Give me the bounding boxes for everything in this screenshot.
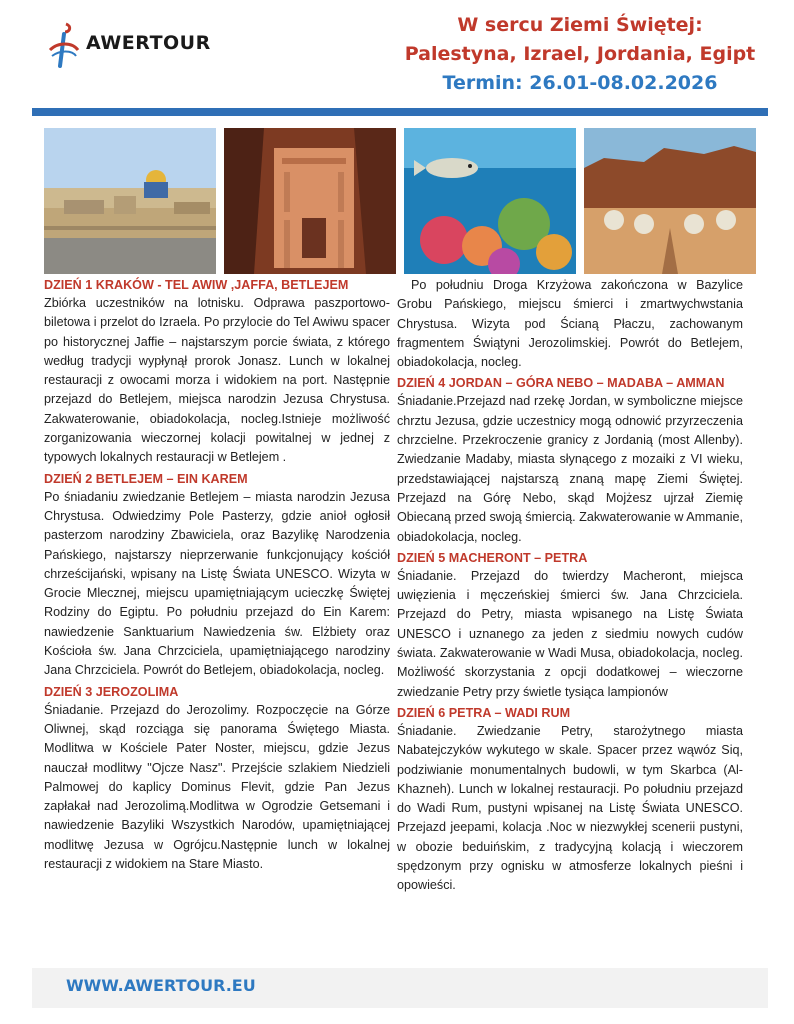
day-4-title: DZIEŃ 4 JORDAN – GÓRA NEBO – MADABA – AMMAN (397, 376, 725, 391)
wadi-rum-camp-photo (584, 128, 756, 274)
footer-url-link[interactable]: WWW.AWERTOUR.EU (66, 976, 256, 995)
logo-icon (44, 20, 86, 72)
page-title: W sercu Ziemi Świętej: (457, 14, 703, 36)
day-4-text: Śniadanie.Przejazd nad rzekę Jordan, w symboliczne miejsce chrztu Jezusa, gdzie uczestnicy mogą odnowić przyrzeczenia chrzcielne. Przekroczenie granicy z Jordanią (most Allenby). Zwiedzanie Madaby, miasta słynącego z mozaiki z VI wieku, przedstawiającej najstarszą znaną mapę Ziemi Świętej. Przejazd na Górę Nebo, skąd Mojżesz ujrzał Ziemię Obiecaną przed swoją śmiercią. Zakwaterowanie w Ammanie, obiadokolacja, nocleg. (397, 394, 743, 544)
brand-name: AWERTOUR (86, 32, 211, 54)
day-3-text: Śniadanie. Przejazd do Jerozolimy. Rozpoczęcie na Górze Oliwnej, skąd rozciąga się panorama Świętego Miasta. Modlitwa w Kościele Pater Noster, miejscu, gdzie Jezus nauczał modlitwy "Ojcze Nasz". Przejście szlakiem Niedzieli Palmowej do kaplicy Dominus Flevit, gdzie Pan Jezus zapłakał nad Jerozolimą.Modlitwa w Ogrodzie Getsemani i nawiedzenie Bazyliki Wszystkich Narodów, upamiętniającej modlitwę Jezusa w Ogrójcu.Następnie lunch w lokalnej restauracji z widokiem na Stare Miasto. (44, 702, 390, 872)
day-2-text: Po śniadaniu zwiedzanie Betlejem – miasta narodzin Jezusa Chrystusa. Odwiedzimy Pole Pasterzy, gdzie anioł ogłosił pasterzom narodziny Zbawiciela, oraz Bazylikę Narodzenia Pańskiego, najstarszy nieprzerwanie funkcjonujący kościół chrześcijański, wpisany na Listę Świata UNESCO. Wizyta w Grocie Mlecznej, miejscu upamiętniającym ucieczkę Świętej Rodziny do Egiptu. Po południu przejazd do Ein Karem: nawiedzenie Sanktuarium Nawiedzenia św. Elżbiety oraz Kościoła św. Jana Chrzciciela, upamiętniającego narodziny Jana Chrzciciela. Powrót do Betlejem, obiadokolacja, nocleg. (44, 489, 390, 678)
day-1-text: Zbiórka uczestników na lotnisku. Odprawa paszportowo-biletowa i przelot do Izraela. Po przylocie do Tel Awiwu spacer po historycznej Jaffie – najstarszym porcie świata, z którego według tradycji wypłynął prorok Jonasz. Lunch w lokalnej restauracji z owocami morza i widokiem na port. Następnie przejazd do Betlejem, miejsca narodzin Jezusa Chrystusa. Zakwaterowanie, obiadokolacja, nocleg.Istnieje możliwość zorganizowania wieczornej kolacji powitalnej w jednej z typowych lokalnych restauracji w Betlejem . (44, 296, 390, 465)
day-1-title: DZIEŃ 1 KRAKÓW - TEL AWIW ,JAFFA, BETLEJEM (44, 278, 349, 292)
page-subtitle: Palestyna, Izrael, Jordania, Egipt (404, 43, 756, 65)
day-3-continuation: Po południu Droga Krzyżowa zakończona w Bazylice Grobu Pańskiego, miejscu śmierci i zmartwychwstania Chrystusa. Wizyta pod Ścianą Płaczu, zachowanym fragmentem Świątyni Jerozolimskiej. Powrót do Betlejem, obiadokolacja, nocleg. (397, 278, 743, 370)
day-2-title: DZIEŃ 2 BETLEJEM – EIN KAREM (44, 471, 248, 486)
day-3-title: DZIEŃ 3 JEROZOLIMA (44, 684, 179, 699)
itinerary-left-column (44, 276, 390, 876)
day-6-text: Śniadanie. Zwiedzanie Petry, starożytnego miasta Nabatejczyków wykutego w skale. Spacer przez wąwóz Siq, podziwianie monumentalnych budowli, w tym Skarbca (Al-Khazneh). Lunch w lokalnej restauracji. Po południu przejazd do Wadi Rum, pustyni wpisanej na Listę Świata UNESCO. Przejazd jeepami, kolacja .Noc w niezwykłej scenerii pustyni, w obozie beduińskim, z tradycyjną kolacją i wieczorem spędzonym przy ognisku w atmosferze lokalnych pieśni i opowieści. (397, 723, 743, 893)
jerusalem-photo (44, 128, 216, 274)
trip-term: Termin: 26.01-08.02.2026 (442, 72, 718, 94)
header-divider (32, 108, 768, 116)
day-6-title: DZIEŃ 6 PETRA – WADI RUM (397, 705, 571, 720)
red-sea-fish-photo (404, 128, 576, 274)
day-5-title: DZIEŃ 5 MACHERONT – PETRA (397, 550, 588, 565)
awertour-logo (44, 20, 214, 72)
itinerary-right-column (397, 276, 743, 898)
petra-treasury-photo (224, 128, 396, 274)
day-5-text: Śniadanie. Przejazd do twierdzy Macheront, miejsca uwięzienia i męczeńskiej śmierci św. Jana Chrzciciela. Przejazd do Petry, miasta wpisanego na Listę Świata UNESCO i uznanego za jeden z siedmiu nowych cudów świata. Zakwaterowanie w Wadi Musa, obiadokolacja, nocleg. Możliwość skorzystania z opcji dodatkowej – wieczorne zwiedzanie Petry przy świetle tysiąca lampionów (397, 568, 743, 699)
